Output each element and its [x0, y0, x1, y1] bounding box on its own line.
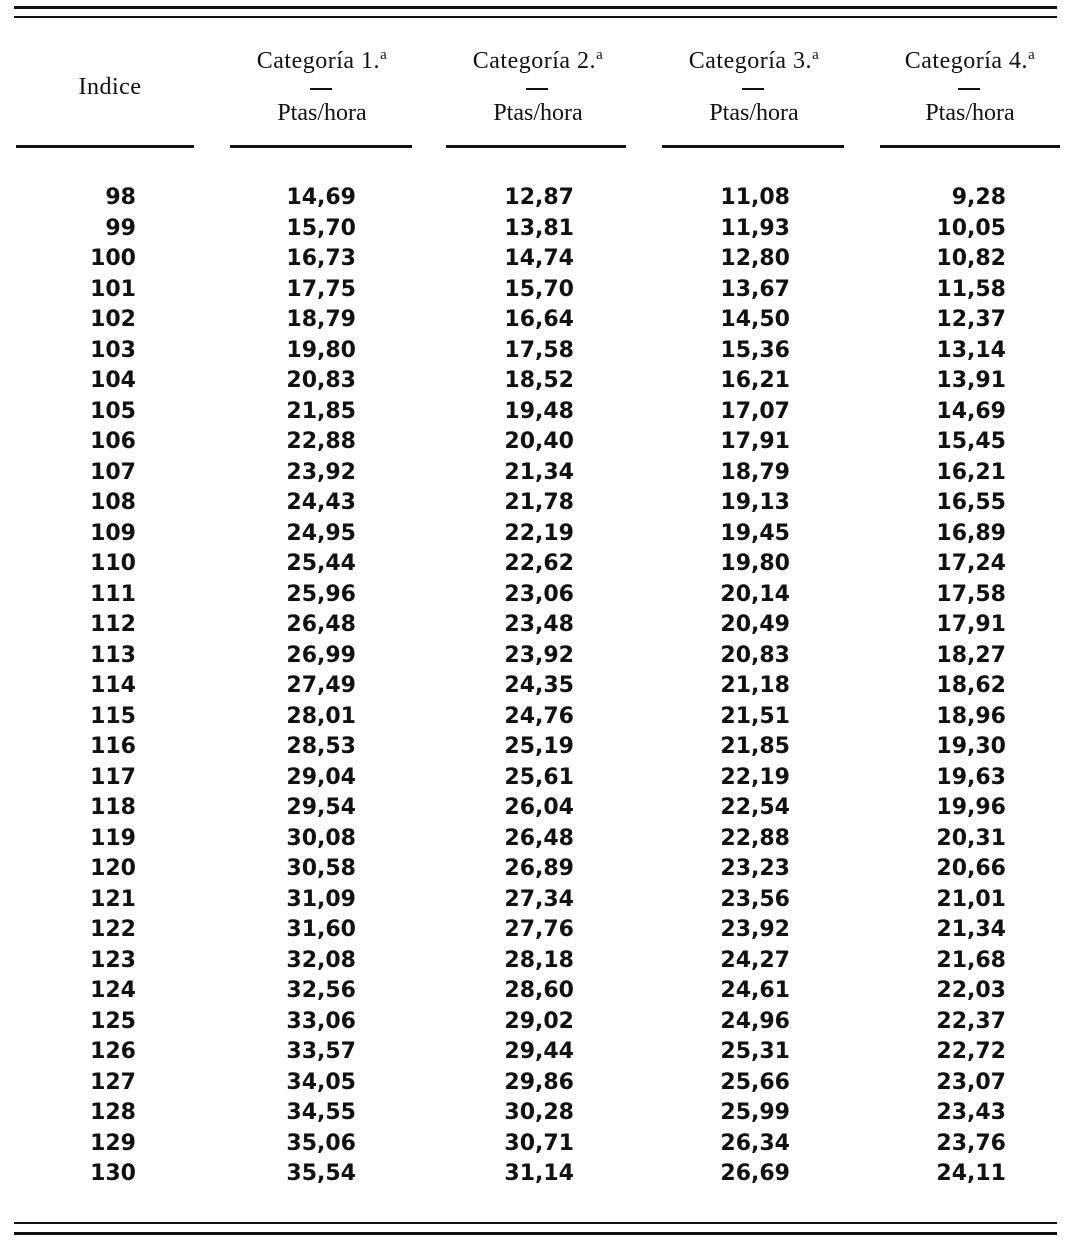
category-3-cell: 17,07	[720, 398, 790, 424]
category-3-cell: 23,56	[720, 886, 790, 912]
category-2-cell: 23,48	[504, 612, 574, 637]
table-row	[0, 366, 1006, 397]
index-cell: 121	[90, 886, 136, 912]
category-1-cell: 34,55	[286, 1100, 356, 1125]
index-cell: 110	[90, 551, 136, 576]
category-2-cell: 22,62	[504, 551, 574, 576]
category-1-cell: 16,73	[286, 246, 356, 271]
category-2-cell: 30,71	[504, 1130, 574, 1156]
category-3-cell: 20,14	[720, 581, 790, 607]
category-1-cell: 18,79	[286, 307, 356, 332]
table-row	[0, 763, 1006, 794]
table-row	[0, 915, 1006, 946]
category-3-header: Categoría 3.$^a$	[688, 47, 820, 74]
category-2-header: Categoría 2.$^a$	[472, 47, 604, 74]
table-row	[0, 214, 1006, 245]
index-cell: 125	[90, 1008, 136, 1034]
category-1-cell: 33,06	[286, 1008, 356, 1034]
category-2-cell: 28,18	[504, 947, 574, 973]
category-1-cell: 35,54	[286, 1161, 356, 1186]
category-4-cell: 15,45	[936, 429, 1006, 454]
category-3-cell: 20,49	[720, 612, 790, 637]
category-2-cell: 14,74	[504, 246, 574, 271]
index-cell: 122	[90, 917, 136, 942]
category-1-cell: 30,58	[286, 856, 356, 881]
category-4-cell: 18,96	[936, 703, 1006, 729]
table-row	[0, 580, 1006, 611]
index-cell: 117	[90, 764, 136, 790]
category-2-cell: 20,40	[504, 429, 574, 454]
category-2-cell: 18,52	[504, 368, 574, 393]
category-3-cell: 24,61	[720, 978, 790, 1003]
category-2-cell: 16,64	[504, 307, 574, 332]
category-4-cell: 21,01	[936, 886, 1006, 912]
top-rule-2	[14, 16, 1057, 18]
category-3-cell: 24,27	[720, 947, 790, 973]
table-row	[0, 610, 1006, 641]
category-1-dash	[310, 88, 332, 90]
index-cell: 100	[90, 246, 136, 271]
category-4-unit: Ptas/hora	[925, 100, 1015, 126]
category-1-cell: 31,60	[286, 917, 356, 942]
category-1-cell: 32,08	[286, 947, 356, 973]
category-2-cell: 13,81	[504, 215, 574, 241]
category-3-cell: 16,21	[720, 368, 790, 393]
category-4-col-rule	[880, 145, 1060, 148]
category-1-cell: 24,43	[286, 490, 356, 515]
index-cell: 120	[90, 856, 136, 881]
index-cell: 104	[90, 368, 136, 393]
table-row	[0, 458, 1006, 489]
category-1-cell: 14,69	[286, 185, 356, 210]
index-cell: 116	[90, 734, 136, 759]
category-3-cell: 19,13	[720, 490, 790, 515]
category-4-cell: 18,27	[936, 642, 1006, 668]
category-3-cell: 21,51	[720, 703, 790, 729]
category-4-cell: 18,62	[936, 673, 1006, 698]
category-1-cell: 27,49	[286, 673, 356, 698]
category-4-cell: 19,30	[936, 734, 1006, 759]
category-3-cell: 26,34	[720, 1130, 790, 1156]
index-cell: 123	[90, 947, 136, 973]
category-3-cell: 21,18	[720, 673, 790, 698]
category-2-cell: 29,44	[504, 1039, 574, 1064]
category-2-cell: 25,61	[504, 764, 574, 790]
table-row	[0, 1068, 1006, 1099]
table-row	[0, 854, 1006, 885]
table-row	[0, 427, 1006, 458]
index-cell: 124	[90, 978, 136, 1003]
category-4-cell: 11,58	[936, 276, 1006, 302]
category-1-cell: 22,88	[286, 429, 356, 454]
index-cell: 101	[90, 276, 136, 302]
category-3-cell: 25,99	[720, 1100, 790, 1125]
index-cell: 119	[90, 825, 136, 851]
category-1-cell: 32,56	[286, 978, 356, 1003]
category-2-cell: 19,48	[504, 398, 574, 424]
category-1-cell: 34,05	[286, 1069, 356, 1095]
category-4-cell: 21,34	[936, 917, 1006, 942]
index-cell: 103	[90, 337, 136, 363]
category-1-cell: 28,01	[286, 703, 356, 729]
index-cell: 113	[90, 642, 136, 668]
category-1-header: Categoría 1.$^a$	[256, 47, 388, 74]
index-header	[30, 74, 190, 101]
category-4-cell: 23,07	[936, 1069, 1006, 1095]
category-2-cell: 21,78	[504, 490, 574, 515]
category-3-cell: 11,93	[720, 215, 790, 241]
index-cell: 105	[90, 398, 136, 424]
index-cell: 127	[90, 1069, 136, 1095]
category-4-cell: 23,76	[936, 1130, 1006, 1156]
table-row	[0, 1098, 1006, 1129]
bottom-rule-1	[14, 1222, 1057, 1224]
index-cell: 129	[90, 1130, 136, 1156]
category-2-cell: 21,34	[504, 459, 574, 485]
category-2-cell: 26,89	[504, 856, 574, 881]
index-cell: 106	[90, 429, 136, 454]
category-3-dash	[742, 88, 764, 90]
category-4-header: Categoría 4.$^a$	[904, 47, 1036, 74]
category-4-cell: 10,05	[936, 215, 1006, 241]
table-row	[0, 1159, 1006, 1190]
category-3-cell: 15,36	[720, 337, 790, 363]
category-1-cell: 19,80	[286, 337, 356, 363]
index-cell: 114	[90, 673, 136, 698]
category-2-cell: 26,04	[504, 795, 574, 820]
category-2-cell: 29,86	[504, 1069, 574, 1095]
table-row	[0, 885, 1006, 916]
table-row	[0, 183, 1006, 214]
category-2-cell: 25,19	[504, 734, 574, 759]
table-row	[0, 519, 1006, 550]
index-header-label: Indice	[78, 74, 142, 100]
index-cell: 115	[90, 703, 136, 729]
category-4-cell: 19,63	[936, 764, 1006, 790]
category-4-cell: 24,11	[936, 1161, 1006, 1186]
category-3-cell: 22,54	[720, 795, 790, 820]
category-3-cell: 19,80	[720, 551, 790, 576]
category-2-cell: 12,87	[504, 185, 574, 210]
index-col-rule	[16, 145, 194, 148]
category-3-cell: 23,92	[720, 917, 790, 942]
category-1-cell: 31,09	[286, 886, 356, 912]
category-2-cell: 23,06	[504, 581, 574, 607]
category-2-cell: 22,19	[504, 520, 574, 546]
table-row	[0, 549, 1006, 580]
category-3-cell: 20,83	[720, 642, 790, 668]
table-row	[0, 1129, 1006, 1160]
category-4-cell: 17,24	[936, 551, 1006, 576]
table-row	[0, 397, 1006, 428]
category-4-cell: 23,43	[936, 1100, 1006, 1125]
table-row	[0, 702, 1006, 733]
category-4-cell: 10,82	[936, 246, 1006, 271]
index-cell: 128	[90, 1100, 136, 1125]
category-3-cell: 22,19	[720, 764, 790, 790]
index-cell: 108	[90, 490, 136, 515]
category-4-cell: 22,37	[936, 1008, 1006, 1034]
category-1-cell: 15,70	[286, 215, 356, 241]
category-1-cell: 20,83	[286, 368, 356, 393]
category-1-cell: 28,53	[286, 734, 356, 759]
category-2-cell: 26,48	[504, 825, 574, 851]
table-row	[0, 244, 1006, 275]
category-1-cell: 35,06	[286, 1130, 356, 1156]
index-cell: 111	[90, 581, 136, 607]
category-1-cell: 30,08	[286, 825, 356, 851]
table-row	[0, 305, 1006, 336]
top-rule-1	[14, 6, 1057, 9]
category-3-cell: 23,23	[720, 856, 790, 881]
category-4-cell: 12,37	[936, 307, 1006, 332]
category-1-cell: 29,04	[286, 764, 356, 790]
category-2-col-rule	[446, 145, 626, 148]
category-4-cell: 19,96	[936, 795, 1006, 820]
category-4-cell: 20,66	[936, 856, 1006, 881]
table-row	[0, 671, 1006, 702]
table-row	[0, 824, 1006, 855]
category-3-cell: 22,88	[720, 825, 790, 851]
category-4-cell: 22,03	[936, 978, 1006, 1003]
category-4-cell: 17,91	[936, 612, 1006, 637]
category-3-col-rule	[662, 145, 844, 148]
category-2-unit: Ptas/hora	[493, 100, 583, 126]
category-3-cell: 17,91	[720, 429, 790, 454]
category-2-dash	[526, 88, 548, 90]
category-4-cell: 22,72	[936, 1039, 1006, 1064]
category-4-cell: 16,21	[936, 459, 1006, 485]
table-row	[0, 336, 1006, 367]
category-3-cell: 18,79	[720, 459, 790, 485]
category-1-cell: 26,99	[286, 642, 356, 668]
index-cell: 109	[90, 520, 136, 546]
category-1-cell: 23,92	[286, 459, 356, 485]
category-4-dash	[958, 88, 980, 90]
category-3-unit: Ptas/hora	[709, 100, 799, 126]
index-cell: 118	[90, 795, 136, 820]
category-2-cell: 27,34	[504, 886, 574, 912]
category-3-cell: 12,80	[720, 246, 790, 271]
category-3-cell: 24,96	[720, 1008, 790, 1034]
category-4-cell: 16,55	[936, 490, 1006, 515]
index-cell: 98	[105, 185, 136, 210]
category-4-cell: 16,89	[936, 520, 1006, 546]
category-3-cell: 21,85	[720, 734, 790, 759]
index-cell: 112	[90, 612, 136, 637]
category-2-cell: 24,35	[504, 673, 574, 698]
table-row	[0, 1007, 1006, 1038]
category-2-cell: 28,60	[504, 978, 574, 1003]
category-3-cell: 25,66	[720, 1069, 790, 1095]
category-4-cell: 20,31	[936, 825, 1006, 851]
wage-table-body	[0, 183, 1006, 1190]
index-cell: 126	[90, 1039, 136, 1064]
category-4-cell: 17,58	[936, 581, 1006, 607]
category-3-cell: 25,31	[720, 1039, 790, 1064]
category-1-cell: 29,54	[286, 795, 356, 820]
category-1-unit: Ptas/hora	[277, 100, 367, 126]
category-1-cell: 33,57	[286, 1039, 356, 1064]
index-cell: 102	[90, 307, 136, 332]
category-3-cell: 13,67	[720, 276, 790, 302]
category-3-cell: 14,50	[720, 307, 790, 332]
table-row	[0, 793, 1006, 824]
wage-table	[0, 183, 1006, 1190]
category-2-cell: 31,14	[504, 1161, 574, 1186]
table-row	[0, 488, 1006, 519]
bottom-rule-2	[14, 1232, 1057, 1235]
category-2-cell: 30,28	[504, 1100, 574, 1125]
category-2-cell: 17,58	[504, 337, 574, 363]
category-2-cell: 29,02	[504, 1008, 574, 1034]
table-row	[0, 976, 1006, 1007]
table-row	[0, 732, 1006, 763]
category-3-cell: 11,08	[720, 185, 790, 210]
category-1-cell: 21,85	[286, 398, 356, 424]
category-4-cell: 14,69	[936, 398, 1006, 424]
category-3-cell: 19,45	[720, 520, 790, 546]
category-4-cell: 13,14	[936, 337, 1006, 363]
category-1-col-rule	[230, 145, 412, 148]
category-2-cell: 15,70	[504, 276, 574, 302]
category-1-cell: 24,95	[286, 520, 356, 546]
index-cell: 99	[105, 215, 136, 241]
table-row	[0, 1037, 1006, 1068]
category-1-cell: 26,48	[286, 612, 356, 637]
category-4-cell: 21,68	[936, 947, 1006, 973]
category-4-cell: 13,91	[936, 368, 1006, 393]
index-cell: 107	[90, 459, 136, 485]
index-cell: 130	[90, 1161, 136, 1186]
category-3-cell: 26,69	[720, 1161, 790, 1186]
category-2-cell: 23,92	[504, 642, 574, 668]
table-row	[0, 641, 1006, 672]
category-1-cell: 17,75	[286, 276, 356, 302]
category-1-cell: 25,96	[286, 581, 356, 607]
category-1-cell: 25,44	[286, 551, 356, 576]
table-row	[0, 946, 1006, 977]
category-4-cell: 9,28	[951, 185, 1006, 210]
category-2-cell: 24,76	[504, 703, 574, 729]
category-2-cell: 27,76	[504, 917, 574, 942]
table-row	[0, 275, 1006, 306]
